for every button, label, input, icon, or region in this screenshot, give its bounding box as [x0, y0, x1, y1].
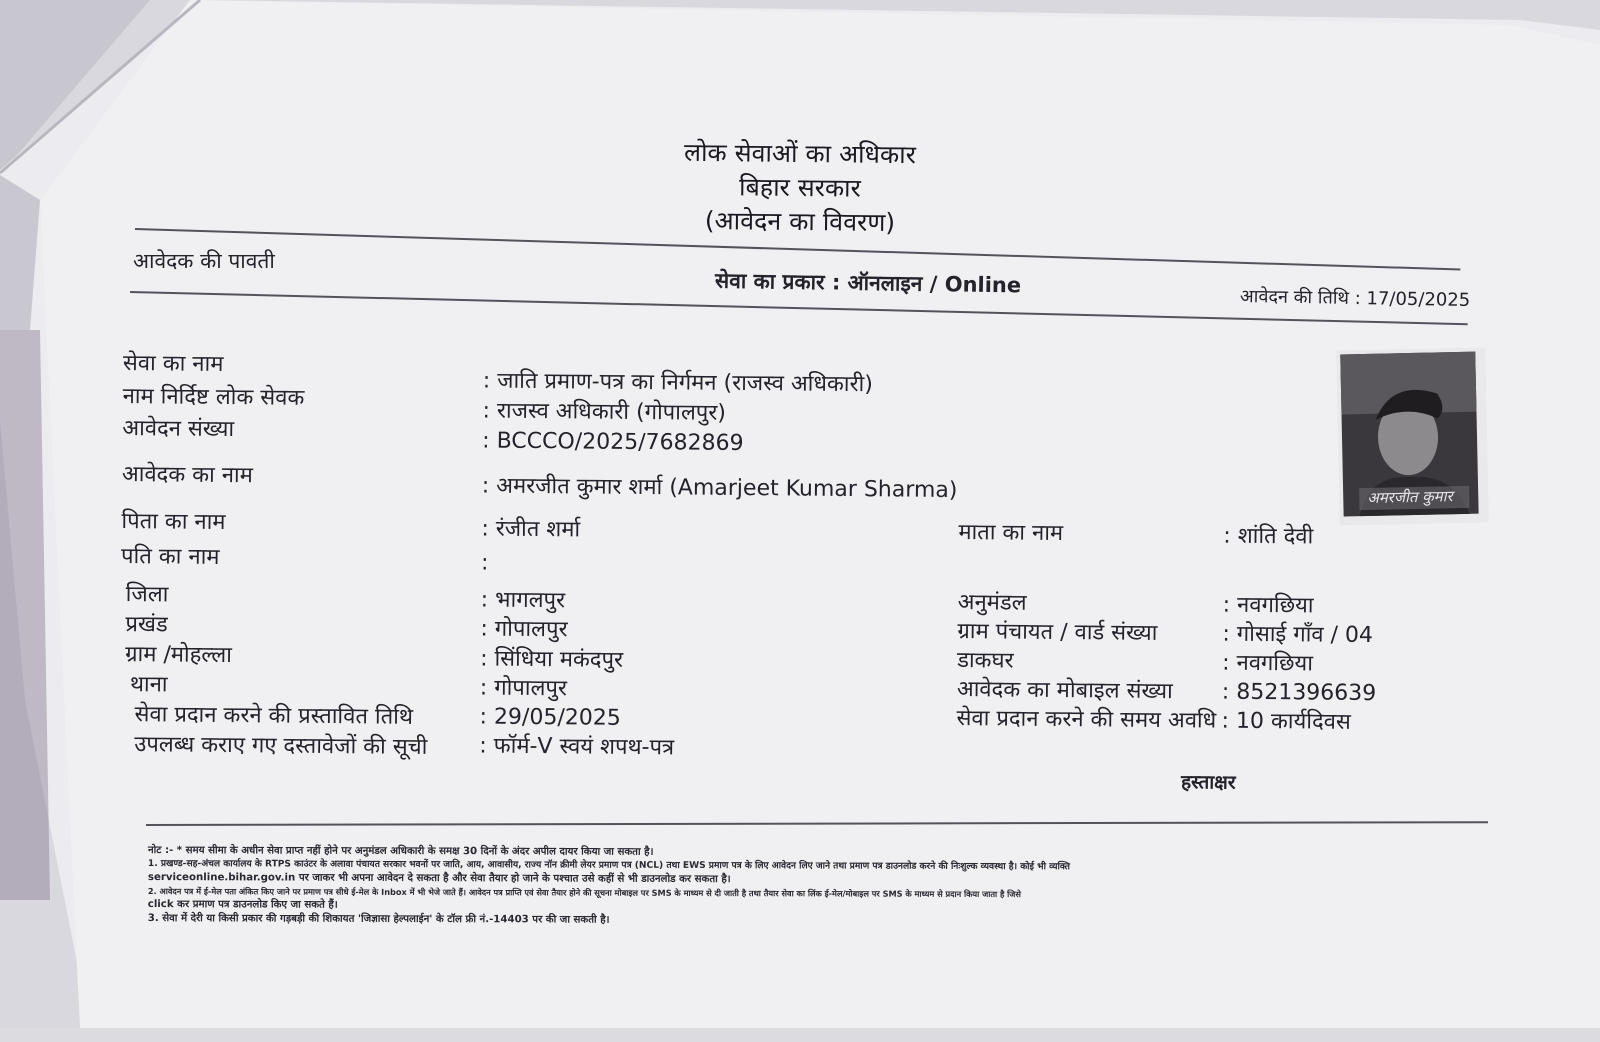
mother-name-value: : शांति देवी	[1223, 523, 1314, 550]
applicant-name-label: आवेदक का नाम	[121, 462, 253, 489]
father-name-value: : रंजीत शर्मा	[481, 516, 581, 543]
post-office-label: डाकघर	[957, 648, 1014, 674]
header-title-government: बिहार सरकार	[738, 172, 861, 203]
proposed-date-value: : 29/05/2025	[479, 704, 621, 731]
public-servant-label: नाम निर्दिष्ट लोक सेवक	[122, 384, 305, 411]
notes-section	[148, 844, 1478, 930]
header-title-application-details: (आवेदन का विवरण)	[704, 206, 896, 237]
note-line: नोट :- * समय सीमा के अधीन सेवा प्राप्त नहीं होने पर अनुमंडल अधिकारी के समक्ष 30 दिनों के अंदर अपील दायर किया जा सकता है।	[147, 845, 654, 858]
post-office-value: : नवगछिया	[1222, 650, 1314, 677]
application-number-value: : BCCCO/2025/7682869	[482, 428, 744, 456]
note-line: serviceonline.bihar.gov.in पर जाकर भी अपना आवेदन दे सकता है और सेवा तैयार हो जाने के पश्चात उसे कहीं से भी डाउनलोड कर सकता है।	[147, 871, 731, 886]
district-value: : भागलपुर	[480, 587, 566, 614]
application-date: आवेदन की तिथि : 17/05/2025	[1239, 285, 1471, 312]
father-name-label: पिता का नाम	[121, 509, 226, 536]
subdivision-label: अनुमंडल	[957, 590, 1027, 616]
note-line: 3. सेवा में देरी या किसी प्रकार की गड़बड़ी की शिकायत 'जिज्ञासा हेल्पलाईन' के टॉल फ्री नं.-14403 पर की जा सकती है।	[147, 912, 610, 926]
note-line: click कर प्रमाण पत्र डाउनलोड किए जा सकते हैं।	[147, 898, 338, 911]
note-line: 1. प्रखण्ड-सह-अंचल कार्यालय के RTPS काउंटर के अलावा पंचायत सरकार भवनों पर जाति, आय, आवासीय, राज्य नॉन क्रीमी लेयर प्रमाण पत्र (NCL) तथा EWS प्रमाण पत्र के लिए आवेदन लिए जाने तथा प्रमाण पत्र डाउनलोड करने की निःशुल्क व्यवस्था है। कोई भी व्यक्ति	[147, 858, 1070, 872]
block-value: : गोपालपुर	[480, 616, 568, 643]
husband-name-value: :	[480, 550, 489, 576]
subdivision-value: : नवगछिया	[1222, 592, 1314, 619]
mobile-value: : 8521396639	[1221, 679, 1377, 707]
applicant-name-value: : अमरजीत कुमार शर्मा (Amarjeet Kumar Sharma)	[481, 473, 958, 504]
application-number-label: आवेदन संख्या	[122, 416, 235, 443]
village-label: ग्राम /मोहल्ला	[125, 642, 233, 669]
signature-label: हस्ताक्षर	[1180, 771, 1236, 794]
header-title-rights: लोक सेवाओं का अधिकार	[683, 137, 917, 170]
mobile-label: आवेदक का मोबाइल संख्या	[956, 677, 1173, 705]
service-name-label: सेवा का नाम	[122, 351, 224, 377]
public-servant-value: : राजस्व अधिकारी (गोपालपुर)	[482, 398, 727, 426]
service-type-value: Online	[944, 272, 1022, 298]
documents-label: उपलब्ध कराए गए दस्तावेजों की सूची	[134, 732, 428, 760]
service-period-label: सेवा प्रदान करने की समय अवधि	[956, 706, 1217, 734]
village-value: : सिंधिया मकंदपुर	[480, 646, 624, 673]
block-label: प्रखंड	[125, 612, 168, 638]
service-period-value: : 10 कार्यदिवस	[1221, 708, 1351, 735]
police-station-value: : गोपालपुर	[479, 675, 568, 702]
panchayat-ward-label: ग्राम पंचायत / वार्ड संख्या	[957, 619, 1158, 646]
mother-name-label: माता का नाम	[958, 520, 1064, 547]
panchayat-ward-value: : गोसाई गाँव / 04	[1222, 621, 1374, 649]
police-station-label: थाना	[129, 672, 168, 698]
service-name-value: : जाति प्रमाण-पत्र का निर्गमन (राजस्व अधिकारी)	[482, 368, 873, 398]
proposed-date-label: सेवा प्रदान करने की प्रस्तावित तिथि	[134, 702, 414, 730]
service-type-label: सेवा का प्रकार : ऑनलाइन /	[714, 268, 945, 297]
husband-name-label: पति का नाम	[120, 544, 220, 570]
documents-value: : फॉर्म-V स्वयं शपथ-पत्र	[479, 733, 675, 761]
note-line: 2. आवेदन पत्र में ई-मेल पता अंकित किए जाने पर प्रमाण पत्र सीधे ई-मेल के Inbox में भी भेजे जाते हैं। आवेदन पत्र प्राप्ति एवं सेवा तैयार होने की सूचना मोबाइल पर SMS के माध्यम से दी जाती है तथा तैयार सेवा का लिंक ई-मेल/मोबाइल पर SMS के माध्यम से प्रदान किया जाता है जिसे	[147, 885, 1021, 899]
receipt-label: आवेदक की पावती	[133, 249, 275, 273]
district-label: जिला	[125, 582, 169, 608]
photo-caption: अमरजीत कुमार	[1367, 487, 1453, 507]
